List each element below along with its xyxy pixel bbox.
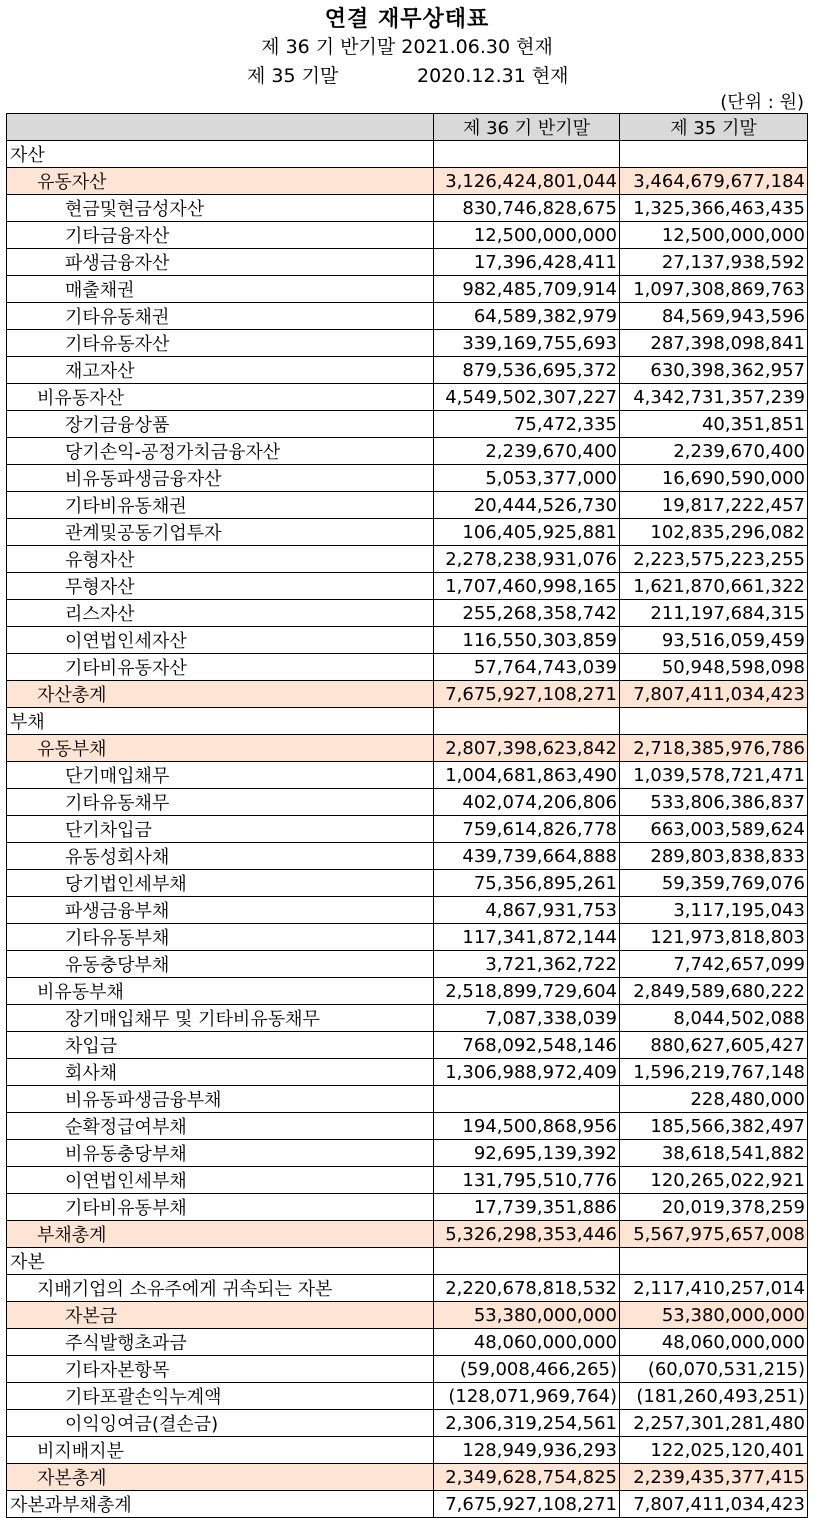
row-label: 기타포괄손익누계액 <box>7 1383 434 1410</box>
value-previous: 880,627,605,427 <box>620 1032 808 1059</box>
table-row <box>7 681 808 708</box>
table-row <box>7 600 808 627</box>
value-previous: 287,398,098,841 <box>620 330 808 357</box>
value-current: 255,268,358,742 <box>434 600 620 627</box>
row-label: 유동부채 <box>7 735 434 762</box>
table-row <box>7 1302 808 1329</box>
row-label: 순확정급여부채 <box>7 1113 434 1140</box>
row-label: 단기매입채무 <box>7 762 434 789</box>
value-previous: 211,197,684,315 <box>620 600 808 627</box>
value-previous: 2,239,670,400 <box>620 438 808 465</box>
row-label: 관계및공동기업투자 <box>7 519 434 546</box>
value-current <box>434 708 620 735</box>
table-row <box>7 141 808 168</box>
row-label: 유동충당부채 <box>7 951 434 978</box>
value-current: (59,008,466,265) <box>434 1356 620 1383</box>
row-label: 장기매입채무 및 기타비유동채무 <box>7 1005 434 1032</box>
row-label: 당기법인세부채 <box>7 870 434 897</box>
row-label: 무형자산 <box>7 573 434 600</box>
table-row <box>7 1086 808 1113</box>
row-label: 지배기업의 소유주에게 귀속되는 자본 <box>7 1275 434 1302</box>
row-label: 주식발행초과금 <box>7 1329 434 1356</box>
value-current: 1,004,681,863,490 <box>434 762 620 789</box>
value-previous <box>620 1248 808 1275</box>
row-label: 매출채권 <box>7 276 434 303</box>
value-current: 4,549,502,307,227 <box>434 384 620 411</box>
row-label: 파생금융자산 <box>7 249 434 276</box>
value-previous: 1,325,366,463,435 <box>620 195 808 222</box>
value-previous: 5,567,975,657,008 <box>620 1221 808 1248</box>
row-label: 부채총계 <box>7 1221 434 1248</box>
value-previous: 228,480,000 <box>620 1086 808 1113</box>
value-current: 75,472,335 <box>434 411 620 438</box>
table-row <box>7 816 808 843</box>
value-previous: 1,097,308,869,763 <box>620 276 808 303</box>
value-current: 20,444,526,730 <box>434 492 620 519</box>
value-previous: 1,621,870,661,322 <box>620 573 808 600</box>
value-current: 53,380,000,000 <box>434 1302 620 1329</box>
value-current: 5,053,377,000 <box>434 465 620 492</box>
value-previous: (60,070,531,215) <box>620 1356 808 1383</box>
value-previous: 12,500,000,000 <box>620 222 808 249</box>
row-label: 기타금융자산 <box>7 222 434 249</box>
row-label: 자본총계 <box>7 1464 434 1491</box>
row-label: 비지배지분 <box>7 1437 434 1464</box>
value-current: 3,721,362,722 <box>434 951 620 978</box>
value-previous: 8,044,502,088 <box>620 1005 808 1032</box>
row-label: 자본과부채총계 <box>7 1491 434 1518</box>
row-label: 당기손익-공정가치금융자산 <box>7 438 434 465</box>
value-current <box>434 141 620 168</box>
table-row <box>7 708 808 735</box>
value-previous: 19,817,222,457 <box>620 492 808 519</box>
row-label: 단기차입금 <box>7 816 434 843</box>
table-row <box>7 573 808 600</box>
table-row <box>7 357 808 384</box>
value-current <box>434 1086 620 1113</box>
table-row <box>7 276 808 303</box>
table-row <box>7 222 808 249</box>
period-previous-date: 2020.12.31 현재 <box>417 65 569 87</box>
row-label: 파생금융부채 <box>7 897 434 924</box>
table-row <box>7 1167 808 1194</box>
table-row <box>7 951 808 978</box>
value-previous: 2,117,410,257,014 <box>620 1275 808 1302</box>
value-current: 75,356,895,261 <box>434 870 620 897</box>
table-row <box>7 1356 808 1383</box>
value-current: 7,675,927,108,271 <box>434 1491 620 1518</box>
value-previous: 630,398,362,957 <box>620 357 808 384</box>
table-row <box>7 843 808 870</box>
table-row <box>7 384 808 411</box>
period-previous-label: 제 35 기말 <box>247 65 339 87</box>
table-row <box>7 654 808 681</box>
value-previous: 38,618,541,882 <box>620 1140 808 1167</box>
value-current: 439,739,664,888 <box>434 843 620 870</box>
value-current: 982,485,709,914 <box>434 276 620 303</box>
value-previous: 2,239,435,377,415 <box>620 1464 808 1491</box>
value-previous: 3,117,195,043 <box>620 897 808 924</box>
value-current: 2,239,670,400 <box>434 438 620 465</box>
value-previous: 102,835,296,082 <box>620 519 808 546</box>
value-previous: 121,973,818,803 <box>620 924 808 951</box>
table-row <box>7 870 808 897</box>
value-current: 17,396,428,411 <box>434 249 620 276</box>
value-current: 1,306,988,972,409 <box>434 1059 620 1086</box>
value-previous: 533,806,386,837 <box>620 789 808 816</box>
value-current: 3,126,424,801,044 <box>434 168 620 195</box>
row-label: 자본 <box>7 1248 434 1275</box>
value-current: 768,092,548,146 <box>434 1032 620 1059</box>
value-previous: 16,690,590,000 <box>620 465 808 492</box>
value-current: 879,536,695,372 <box>434 357 620 384</box>
table-row <box>7 1437 808 1464</box>
value-previous: 120,265,022,921 <box>620 1167 808 1194</box>
value-current: 194,500,868,956 <box>434 1113 620 1140</box>
row-label: 자본금 <box>7 1302 434 1329</box>
value-previous: 122,025,120,401 <box>620 1437 808 1464</box>
row-label: 기타유동부채 <box>7 924 434 951</box>
row-label: 비유동부채 <box>7 978 434 1005</box>
row-label: 기타유동채권 <box>7 303 434 330</box>
value-previous: (181,260,493,251) <box>620 1383 808 1410</box>
value-current: 1,707,460,998,165 <box>434 573 620 600</box>
row-label: 기타자본항목 <box>7 1356 434 1383</box>
value-previous: 93,516,059,459 <box>620 627 808 654</box>
table-row <box>7 1464 808 1491</box>
balance-sheet-table <box>6 113 808 1518</box>
table-row <box>7 897 808 924</box>
row-label: 유형자산 <box>7 546 434 573</box>
value-current: 17,739,351,886 <box>434 1194 620 1221</box>
row-label: 유동자산 <box>7 168 434 195</box>
row-label: 자산 <box>7 141 434 168</box>
column-header-current: 제 36 기 반기말 <box>434 114 620 141</box>
row-label: 기타비유동채권 <box>7 492 434 519</box>
row-label: 비유동자산 <box>7 384 434 411</box>
table-row <box>7 1113 808 1140</box>
value-current: 116,550,303,859 <box>434 627 620 654</box>
table-row <box>7 1329 808 1356</box>
row-label: 기타비유동부채 <box>7 1194 434 1221</box>
table-row <box>7 789 808 816</box>
value-previous: 84,569,943,596 <box>620 303 808 330</box>
row-label: 기타유동자산 <box>7 330 434 357</box>
value-previous: 1,596,219,767,148 <box>620 1059 808 1086</box>
row-label: 이연법인세부채 <box>7 1167 434 1194</box>
value-previous: 48,060,000,000 <box>620 1329 808 1356</box>
value-current: 4,867,931,753 <box>434 897 620 924</box>
table-row <box>7 1221 808 1248</box>
table-row <box>7 1059 808 1086</box>
value-previous: 53,380,000,000 <box>620 1302 808 1329</box>
table-row <box>7 303 808 330</box>
value-current: 830,746,828,675 <box>434 195 620 222</box>
row-label: 비유동파생금융자산 <box>7 465 434 492</box>
table-row <box>7 1140 808 1167</box>
value-current: 2,220,678,818,532 <box>434 1275 620 1302</box>
value-current: 92,695,139,392 <box>434 1140 620 1167</box>
table-row <box>7 978 808 1005</box>
value-current <box>434 1248 620 1275</box>
table-row <box>7 330 808 357</box>
value-previous: 4,342,731,357,239 <box>620 384 808 411</box>
value-current: (128,071,969,764) <box>434 1383 620 1410</box>
value-current: 339,169,755,693 <box>434 330 620 357</box>
value-current: 2,349,628,754,825 <box>434 1464 620 1491</box>
column-header-previous: 제 35 기말 <box>620 114 808 141</box>
value-previous: 40,351,851 <box>620 411 808 438</box>
table-row <box>7 168 808 195</box>
value-current: 48,060,000,000 <box>434 1329 620 1356</box>
value-previous <box>620 708 808 735</box>
period-current: 제 36 기 반기말 2021.06.30 현재 <box>261 36 553 58</box>
value-previous: 2,257,301,281,480 <box>620 1410 808 1437</box>
table-row <box>7 249 808 276</box>
table-row <box>7 1491 808 1518</box>
row-label: 기타비유동자산 <box>7 654 434 681</box>
value-current: 128,949,936,293 <box>434 1437 620 1464</box>
row-label: 이연법인세자산 <box>7 627 434 654</box>
value-current: 402,074,206,806 <box>434 789 620 816</box>
table-row <box>7 1410 808 1437</box>
value-current: 106,405,925,881 <box>434 519 620 546</box>
value-current: 64,589,382,979 <box>434 303 620 330</box>
value-current: 5,326,298,353,446 <box>434 1221 620 1248</box>
table-row <box>7 735 808 762</box>
value-previous <box>620 141 808 168</box>
row-label: 장기금융상품 <box>7 411 434 438</box>
value-previous: 2,223,575,223,255 <box>620 546 808 573</box>
value-current: 57,764,743,039 <box>434 654 620 681</box>
value-current: 2,518,899,729,604 <box>434 978 620 1005</box>
value-previous: 2,718,385,976,786 <box>620 735 808 762</box>
table-row <box>7 1032 808 1059</box>
value-previous: 3,464,679,677,184 <box>620 168 808 195</box>
unit-label: (단위 : 원) <box>720 92 804 113</box>
row-label: 재고자산 <box>7 357 434 384</box>
row-label: 비유동충당부채 <box>7 1140 434 1167</box>
row-label: 리스자산 <box>7 600 434 627</box>
table-row <box>7 492 808 519</box>
value-current: 2,278,238,931,076 <box>434 546 620 573</box>
value-current: 12,500,000,000 <box>434 222 620 249</box>
row-label: 회사채 <box>7 1059 434 1086</box>
value-current: 2,306,319,254,561 <box>434 1410 620 1437</box>
value-previous: 7,807,411,034,423 <box>620 681 808 708</box>
table-row <box>7 627 808 654</box>
value-previous: 20,019,378,259 <box>620 1194 808 1221</box>
value-previous: 27,137,938,592 <box>620 249 808 276</box>
row-label: 이익잉여금(결손금) <box>7 1410 434 1437</box>
column-header-item <box>7 114 434 141</box>
table-row <box>7 1275 808 1302</box>
value-previous: 50,948,598,098 <box>620 654 808 681</box>
value-previous: 1,039,578,721,471 <box>620 762 808 789</box>
value-current: 759,614,826,778 <box>434 816 620 843</box>
value-previous: 7,742,657,099 <box>620 951 808 978</box>
value-previous: 289,803,838,833 <box>620 843 808 870</box>
table-row <box>7 762 808 789</box>
page-title: 연결 재무상태표 <box>324 7 490 32</box>
table-row <box>7 465 808 492</box>
row-label: 자산총계 <box>7 681 434 708</box>
value-current: 2,807,398,623,842 <box>434 735 620 762</box>
table-row <box>7 195 808 222</box>
value-current: 131,795,510,776 <box>434 1167 620 1194</box>
value-previous: 185,566,382,497 <box>620 1113 808 1140</box>
table-row <box>7 411 808 438</box>
table-header-row <box>7 114 808 141</box>
value-previous: 7,807,411,034,423 <box>620 1491 808 1518</box>
table-row <box>7 1005 808 1032</box>
table-row <box>7 546 808 573</box>
row-label: 부채 <box>7 708 434 735</box>
value-current: 7,675,927,108,271 <box>434 681 620 708</box>
table-row <box>7 1194 808 1221</box>
table-row <box>7 1383 808 1410</box>
value-previous: 59,359,769,076 <box>620 870 808 897</box>
value-previous: 663,003,589,624 <box>620 816 808 843</box>
value-current: 7,087,338,039 <box>434 1005 620 1032</box>
table-row <box>7 1248 808 1275</box>
row-label: 비유동파생금융부채 <box>7 1086 434 1113</box>
table-row <box>7 438 808 465</box>
row-label: 현금및현금성자산 <box>7 195 434 222</box>
table-row <box>7 519 808 546</box>
value-current: 117,341,872,144 <box>434 924 620 951</box>
row-label: 유동성회사채 <box>7 843 434 870</box>
row-label: 차입금 <box>7 1032 434 1059</box>
table-row <box>7 924 808 951</box>
row-label: 기타유동채무 <box>7 789 434 816</box>
value-previous: 2,849,589,680,222 <box>620 978 808 1005</box>
